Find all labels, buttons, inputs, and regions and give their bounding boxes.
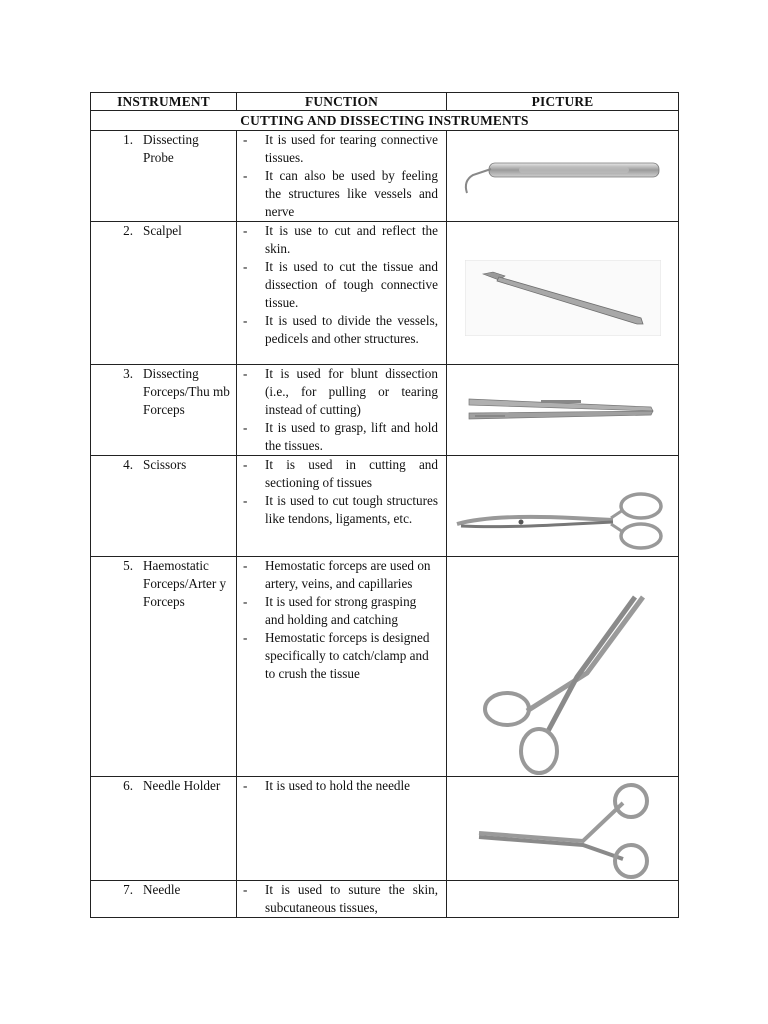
instrument-header: INSTRUMENT — [91, 93, 237, 111]
table-row — [91, 557, 679, 777]
function-item: - It is used for tearing connective tissues. — [243, 132, 438, 165]
instruments-table — [90, 92, 679, 918]
function-item: - It is used to cut tough structures like tendons, ligaments, etc. — [243, 493, 438, 526]
function-item: - It is used to suture the skin, subcutaneous tissues, — [243, 882, 438, 915]
picture-cell — [447, 456, 679, 557]
picture-cell — [447, 557, 679, 777]
picture-header: PICTURE — [447, 93, 679, 111]
instrument-cell — [91, 365, 237, 456]
picture-cell — [447, 131, 679, 222]
row-number: 4. — [123, 457, 133, 472]
table-row — [91, 777, 679, 881]
instrument-cell — [91, 881, 237, 918]
function-item: - It is used to hold the needle — [243, 778, 411, 793]
function-item: - It is used for strong grasping and holding and catching — [243, 594, 417, 627]
function-item: - It is used in cutting and sectioning of tissues — [243, 457, 438, 490]
function-header: FUNCTION — [237, 93, 447, 111]
table-row — [91, 131, 679, 222]
picture-cell — [447, 777, 679, 881]
function-cell — [237, 881, 447, 918]
instrument-name: Needle Holder — [143, 778, 221, 793]
instrument-cell — [91, 777, 237, 881]
function-item: - It is used to grasp, lift and hold the tissues. — [243, 420, 438, 453]
forceps-image — [465, 391, 661, 431]
picture-cell — [447, 365, 679, 456]
function-cell — [237, 222, 447, 365]
scissors-image — [453, 486, 679, 556]
table-row — [91, 456, 679, 557]
header-row — [91, 93, 679, 111]
picture-cell — [447, 222, 679, 365]
instrument-name: Scissors — [143, 457, 187, 472]
instrument-name: Dissecting Forceps/Thu mb Forceps — [143, 366, 230, 417]
function-item: - Hemostatic forceps are used on artery, veins, and capillaries — [243, 558, 431, 591]
function-cell — [237, 557, 447, 777]
hemostatic-forceps-image — [467, 593, 647, 777]
instrument-name: Dissecting Probe — [143, 132, 199, 165]
function-item: - Hemostatic forceps is designed specifically to catch/clamp and to crush the tissue — [243, 630, 430, 681]
picture-cell — [447, 881, 679, 918]
instrument-cell — [91, 222, 237, 365]
row-number: 1. — [123, 132, 133, 147]
row-number: 2. — [123, 223, 133, 238]
row-number: 7. — [123, 882, 133, 897]
function-cell — [237, 777, 447, 881]
function-item: - It is used to cut the tissue and dissection of tough connective tissue. — [243, 259, 438, 310]
instrument-name: Scalpel — [143, 223, 182, 238]
row-number: 6. — [123, 778, 133, 793]
function-item: - It is use to cut and reflect the skin. — [243, 223, 438, 256]
table-row — [91, 365, 679, 456]
function-cell — [237, 131, 447, 222]
instrument-cell — [91, 131, 237, 222]
function-item: - It is used to divide the vessels, pedicels and other structures. — [243, 313, 438, 346]
table-row — [91, 881, 679, 918]
instrument-cell — [91, 557, 237, 777]
needle-holder-image — [473, 781, 653, 881]
scalpel-image — [465, 260, 661, 336]
row-number: 3. — [123, 366, 133, 381]
row-number: 5. — [123, 558, 133, 573]
instrument-cell — [91, 456, 237, 557]
table-row — [91, 222, 679, 365]
function-cell — [237, 456, 447, 557]
dissecting-probe-image — [459, 151, 679, 201]
section-row — [91, 111, 679, 131]
function-item: - It can also be used by feeling the structures like vessels and nerve — [243, 168, 438, 219]
section-title: CUTTING AND DISSECTING INSTRUMENTS — [91, 111, 679, 131]
function-item: - It is used for blunt dissection (i.e., for pulling or tearing instead of cutting) — [243, 366, 438, 417]
instrument-name: Needle — [143, 882, 181, 897]
function-cell — [237, 365, 447, 456]
instrument-name: Haemostatic Forceps/Arter y Forceps — [143, 558, 227, 609]
